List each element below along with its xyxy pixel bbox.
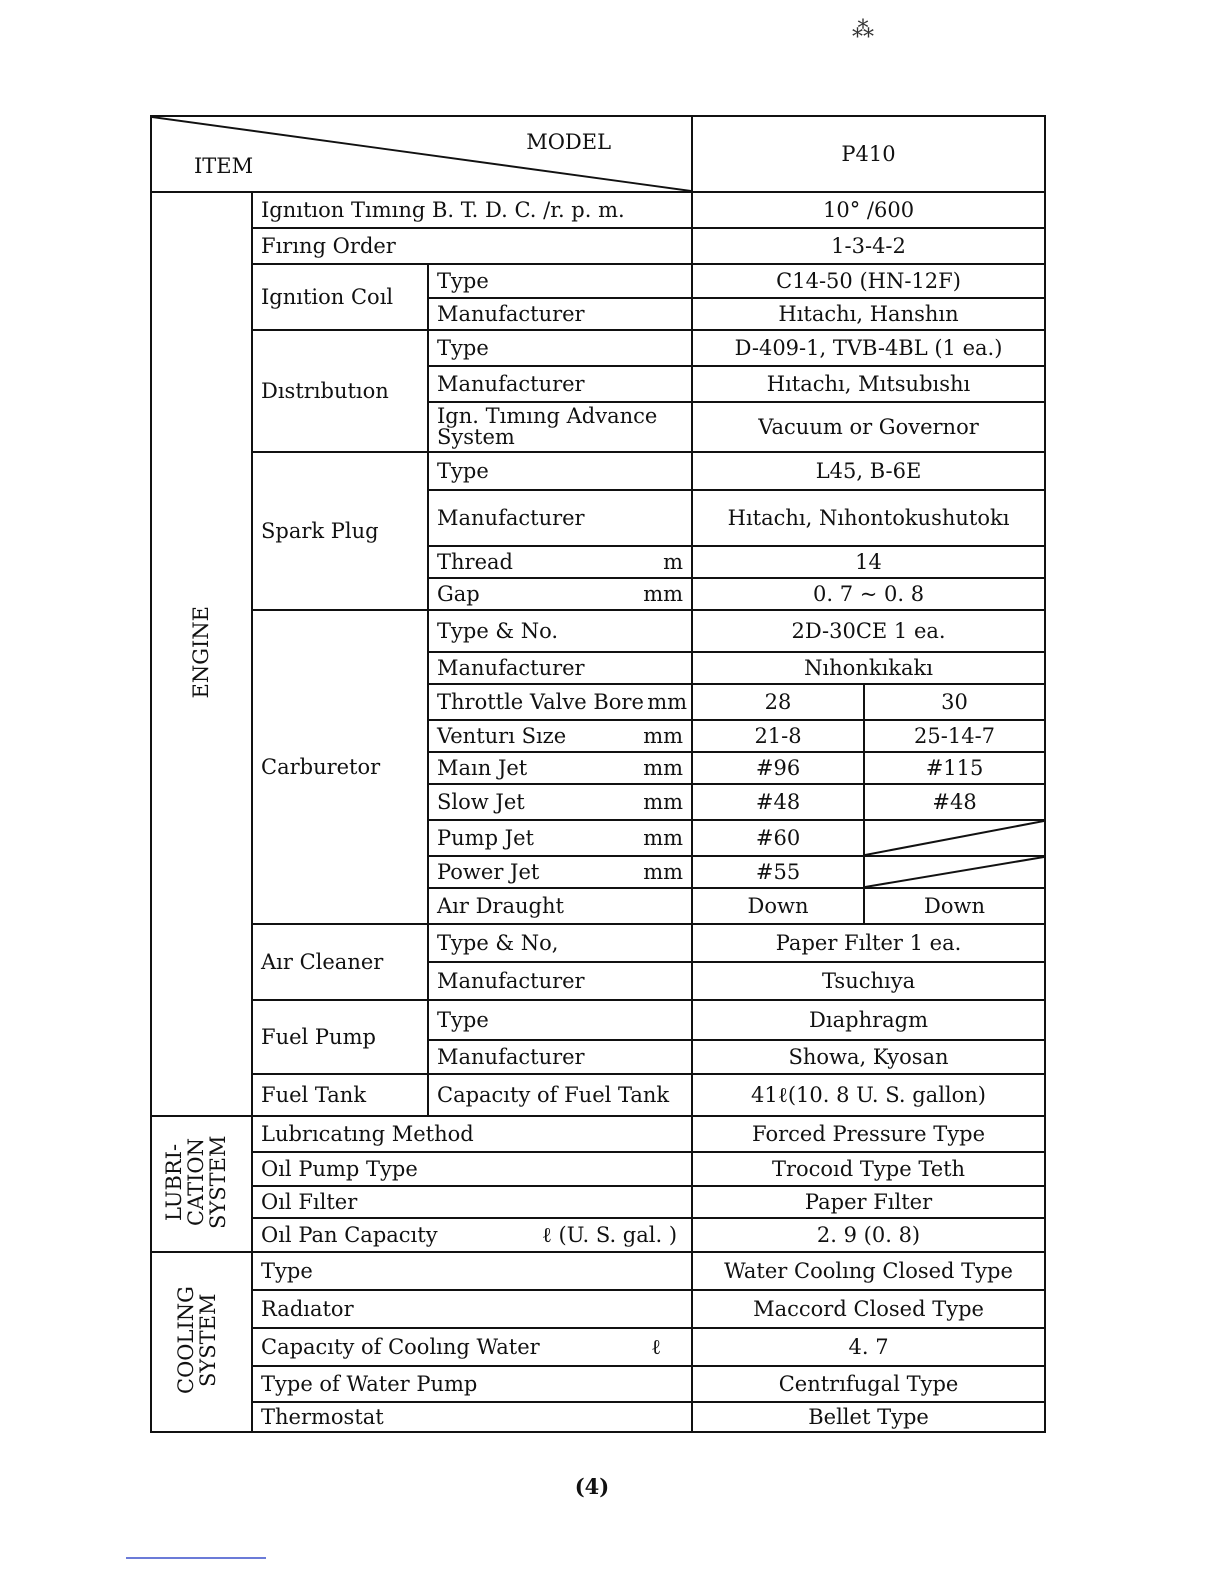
ignition-timing-label: Ignıtıon Tımıng B. T. D. C. /r. p. m. [252, 192, 692, 228]
table-row [151, 192, 1045, 228]
specification-table [150, 115, 1046, 1433]
water-pump-type-value: Centrıfugal Type [692, 1366, 1045, 1402]
table-row [151, 1000, 1045, 1040]
distribution-type-label: Type [428, 330, 692, 366]
slow-jet-secondary: #48 [864, 784, 1045, 820]
slow-jet-primary: #48 [692, 784, 864, 820]
table-row [151, 1186, 1045, 1218]
venturi-size-primary: 21-8 [692, 720, 864, 752]
lubricating-method-value: Forced Pressure Type [692, 1116, 1045, 1152]
pump-jet-primary: #60 [692, 820, 864, 856]
diagonal-strike [865, 821, 1044, 855]
timing-advance-value: Vacuum or Governor [692, 402, 1045, 452]
ignition-coil-label: Ignıtion Coıl [252, 264, 428, 330]
radiator-label: Radıator [252, 1290, 692, 1328]
ignition-coil-mfr-value: Hıtachı, Hanshın [692, 298, 1045, 330]
fuel-tank-label: Fuel Tank [252, 1074, 428, 1116]
carburetor-type-value: 2D-30CE 1 ea. [692, 610, 1045, 652]
throttle-bore-primary: 28 [692, 684, 864, 720]
table-row [151, 1074, 1045, 1116]
air-draught-primary: Down [692, 888, 864, 924]
model-heading: MODEL [526, 130, 612, 154]
throttle-bore-secondary: 30 [864, 684, 1045, 720]
table-row [151, 1402, 1045, 1432]
spark-plug-thread-label: Thread m [428, 546, 692, 578]
spark-plug-mfr-label: Manufacturer [428, 490, 692, 546]
distribution-type-value: D-409-1, TVB-4BL (1 ea.) [692, 330, 1045, 366]
fuel-pump-type-value: Dıaphragm [692, 1000, 1045, 1040]
spark-plug-thread-value: 14 [692, 546, 1045, 578]
timing-advance-label: Ign. Tımıng Advance System [428, 402, 692, 452]
item-heading: ITEM [194, 153, 254, 178]
main-jet-label: Maın Jet mm [428, 752, 692, 784]
fuel-tank-capacity-label: Capacıty of Fuel Tank [428, 1074, 692, 1116]
table-row [151, 452, 1045, 490]
table-row [151, 1218, 1045, 1252]
fuel-pump-type-label: Type [428, 1000, 692, 1040]
firing-order-label: Fırıng Order [252, 228, 692, 264]
diagonal-strike [865, 857, 1044, 887]
table-row [151, 1152, 1045, 1186]
venturi-size-secondary: 25-14-7 [864, 720, 1045, 752]
thread-unit: m [663, 549, 684, 574]
pump-jet-secondary-empty [864, 820, 1045, 856]
spark-plug-type-label: Type [428, 452, 692, 490]
cooling-water-capacity-label: Capacıty of Coolıng Water ℓ [252, 1328, 692, 1366]
power-jet-secondary-empty [864, 856, 1045, 888]
ignition-coil-type-value: C14-50 (HN-12F) [692, 264, 1045, 298]
gap-unit: mm [643, 581, 684, 606]
oil-pump-type-label: Oıl Pump Type [252, 1152, 692, 1186]
main-jet-secondary: #115 [864, 752, 1045, 784]
cooling-type-value: Water Coolıng Closed Type [692, 1252, 1045, 1290]
firing-order-value: 1-3-4-2 [692, 228, 1045, 264]
spark-plug-type-value: L45, B-6E [692, 452, 1045, 490]
oil-pan-capacity-label: Oıl Pan Capacıty ℓ (U. S. gal. ) [252, 1218, 692, 1252]
slow-jet-label: Slow Jet mm [428, 784, 692, 820]
distribution-mfr-value: Hıtachı, Mıtsubıshı [692, 366, 1045, 402]
throttle-bore-label: Throttle Valve Bore mm [428, 684, 692, 720]
cooling-water-capacity-value: 4. 7 [692, 1328, 1045, 1366]
spark-plug-gap-value: 0. 7 ~ 0. 8 [692, 578, 1045, 610]
table-row [151, 330, 1045, 366]
oil-pan-capacity-value: 2. 9 (0. 8) [692, 1218, 1045, 1252]
fuel-pump-mfr-label: Manufacturer [428, 1040, 692, 1074]
footer-rule [126, 1557, 266, 1559]
carburetor-label: Carburetor [252, 610, 428, 924]
cooling-water-unit: ℓ [650, 1334, 662, 1359]
lubricating-method-label: Lubrıcatıng Method [252, 1116, 692, 1152]
air-cleaner-mfr-label: Manufacturer [428, 962, 692, 1000]
page-number: (4) [574, 1474, 610, 1499]
scan-artifact: ⁂ [852, 18, 874, 43]
carburetor-mfr-label: Manufacturer [428, 652, 692, 684]
item-model-header [151, 116, 692, 192]
carburetor-type-label: Type & No. [428, 610, 692, 652]
ignition-coil-type-label: Type [428, 264, 692, 298]
oil-filter-label: Oıl Fılter [252, 1186, 692, 1218]
ignition-coil-mfr-label: Manufacturer [428, 298, 692, 330]
distribution-label: Dıstrıbutıon [252, 330, 428, 452]
header-row [151, 116, 1045, 192]
radiator-value: Maccord Closed Type [692, 1290, 1045, 1328]
spark-plug-mfr-value: Hıtachı, Nıhontokushutokı [692, 490, 1045, 546]
thermostat-value: Bellet Type [692, 1402, 1045, 1432]
fuel-pump-label: Fuel Pump [252, 1000, 428, 1074]
section-engine: ENGINE [151, 192, 252, 1116]
model-value: P410 [692, 116, 1045, 192]
venturi-size-label: Venturı Sıze mm [428, 720, 692, 752]
table-row [151, 1366, 1045, 1402]
table-row [151, 924, 1045, 962]
table-row [151, 264, 1045, 298]
air-cleaner-type-value: Paper Fılter 1 ea. [692, 924, 1045, 962]
table-row [151, 1252, 1045, 1290]
table-row [151, 228, 1045, 264]
section-lubrication: LUBRI- CATION SYSTEM [151, 1116, 252, 1252]
spark-plug-label: Spark Plug [252, 452, 428, 610]
main-jet-primary: #96 [692, 752, 864, 784]
spark-plug-gap-label: Gap mm [428, 578, 692, 610]
air-cleaner-type-label: Type & No, [428, 924, 692, 962]
oil-pan-unit: ℓ (U. S. gal. ) [541, 1222, 678, 1247]
table-row [151, 1290, 1045, 1328]
carburetor-mfr-value: Nıhonkıkakı [692, 652, 1045, 684]
power-jet-primary: #55 [692, 856, 864, 888]
water-pump-type-label: Type of Water Pump [252, 1366, 692, 1402]
table-row [151, 1116, 1045, 1152]
air-cleaner-mfr-value: Tsuchıya [692, 962, 1045, 1000]
table-row [151, 1328, 1045, 1366]
oil-filter-value: Paper Fılter [692, 1186, 1045, 1218]
table-row [151, 610, 1045, 652]
section-cooling: COOLING SYSTEM [151, 1252, 252, 1432]
power-jet-label: Power Jet mm [428, 856, 692, 888]
air-cleaner-label: Aır Cleaner [252, 924, 428, 1000]
pump-jet-label: Pump Jet mm [428, 820, 692, 856]
cooling-type-label: Type [252, 1252, 692, 1290]
fuel-pump-mfr-value: Showa, Kyosan [692, 1040, 1045, 1074]
air-draught-secondary: Down [864, 888, 1045, 924]
distribution-mfr-label: Manufacturer [428, 366, 692, 402]
oil-pump-type-value: Trocoıd Type Teth [692, 1152, 1045, 1186]
thermostat-label: Thermostat [252, 1402, 692, 1432]
ignition-timing-value: 10° /600 [692, 192, 1045, 228]
air-draught-label: Aır Draught [428, 888, 692, 924]
fuel-tank-capacity-value: 41ℓ(10. 8 U. S. gallon) [692, 1074, 1045, 1116]
